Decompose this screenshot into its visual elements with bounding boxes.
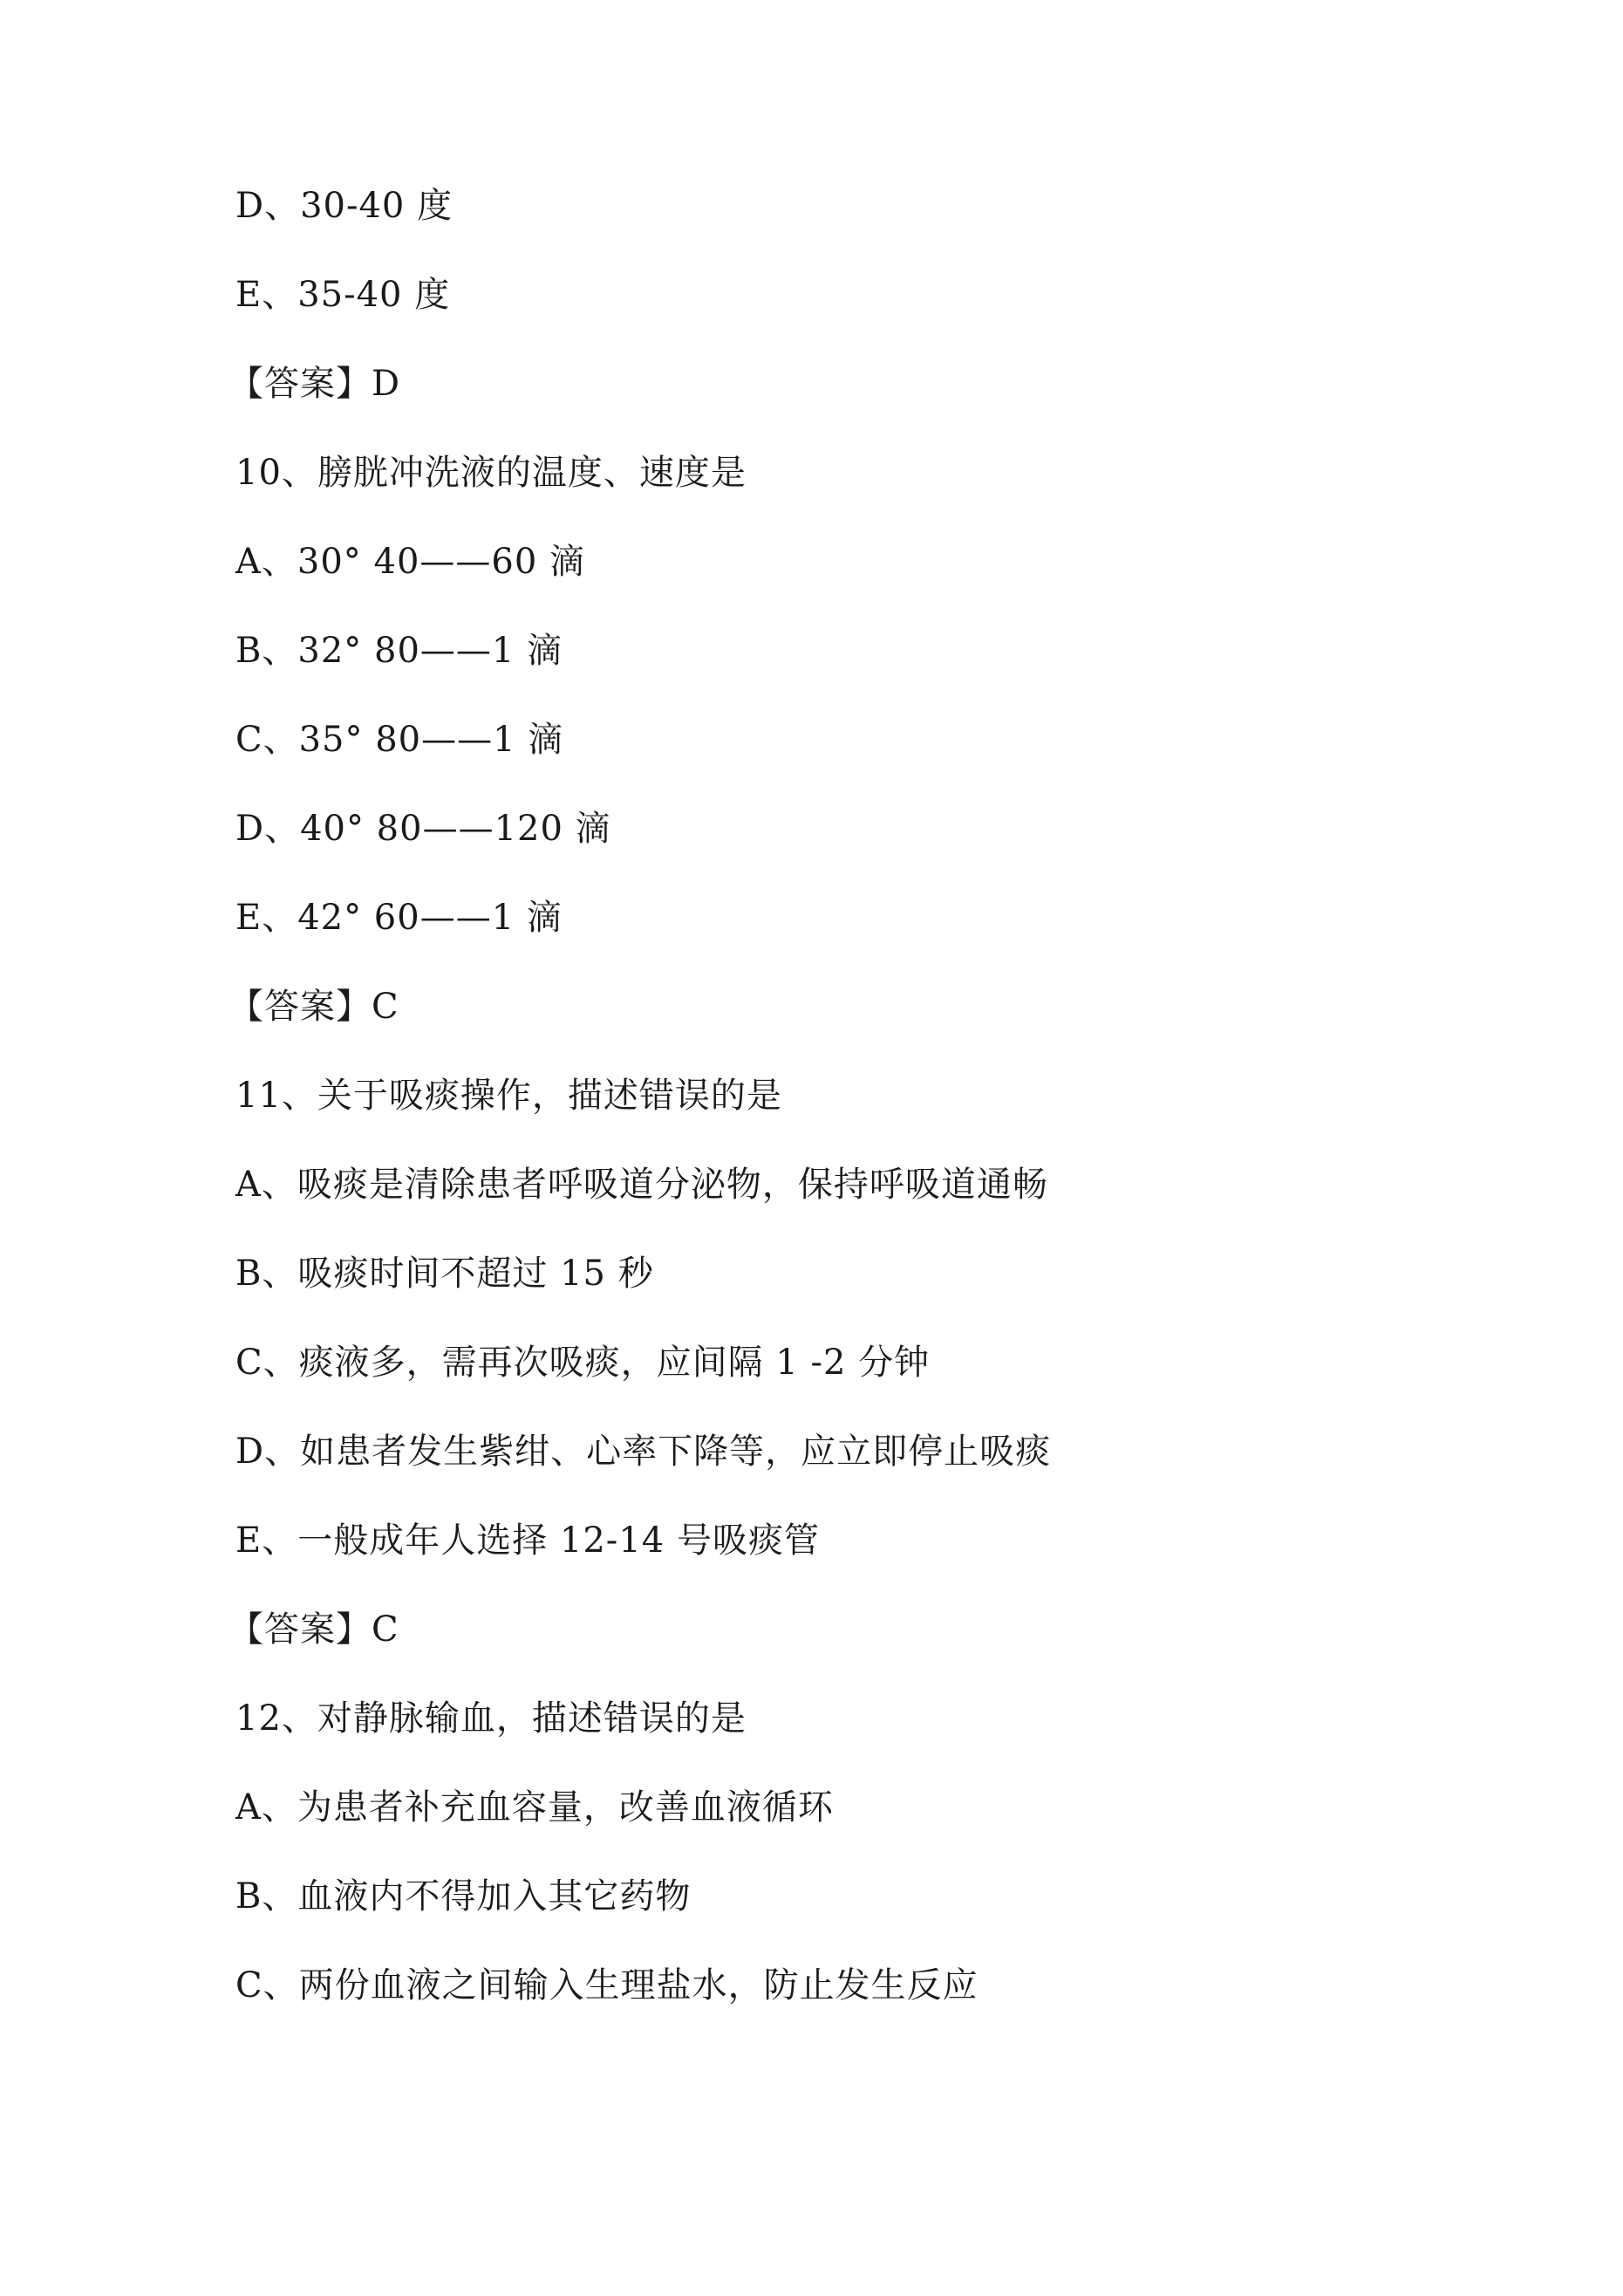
answer-line: 【答案】C xyxy=(228,1609,399,1650)
answer-line: 【答案】D xyxy=(228,364,401,404)
question-line: 11、关于吸痰操作，描述错误的是 xyxy=(235,1076,782,1116)
answer-line: 【答案】C xyxy=(228,987,399,1027)
option-line: B、32° 80——1 滴 xyxy=(235,631,563,671)
option-line: B、吸痰时间不超过 15 秒 xyxy=(235,1254,654,1294)
option-line: C、痰液多，需再次吸痰，应间隔 1 -2 分钟 xyxy=(235,1343,931,1383)
question-line: 12、对静脉输血，描述错误的是 xyxy=(235,1698,747,1739)
option-line: B、血液内不得加入其它药物 xyxy=(235,1876,692,1917)
option-line: E、35-40 度 xyxy=(235,275,451,315)
option-line: E、一般成年人选择 12-14 号吸痰管 xyxy=(235,1520,820,1561)
option-line: E、42° 60——1 滴 xyxy=(235,898,563,938)
option-line: A、为患者补充血容量，改善血液循环 xyxy=(235,1787,834,1828)
option-line: C、35° 80——1 滴 xyxy=(235,720,564,760)
question-line: 10、膀胱冲洗液的温度、速度是 xyxy=(235,453,747,493)
option-line: A、吸痰是清除患者呼吸道分泌物，保持呼吸道通畅 xyxy=(235,1165,1048,1205)
option-line: C、两份血液之间输入生理盐水，防止发生反应 xyxy=(235,1965,979,2006)
option-line: A、30° 40——60 滴 xyxy=(235,542,586,582)
option-line: D、如患者发生紫绀、心率下降等，应立即停止吸痰 xyxy=(235,1432,1052,1472)
option-line: D、30-40 度 xyxy=(235,186,453,226)
option-line: D、40° 80——120 滴 xyxy=(235,809,611,849)
